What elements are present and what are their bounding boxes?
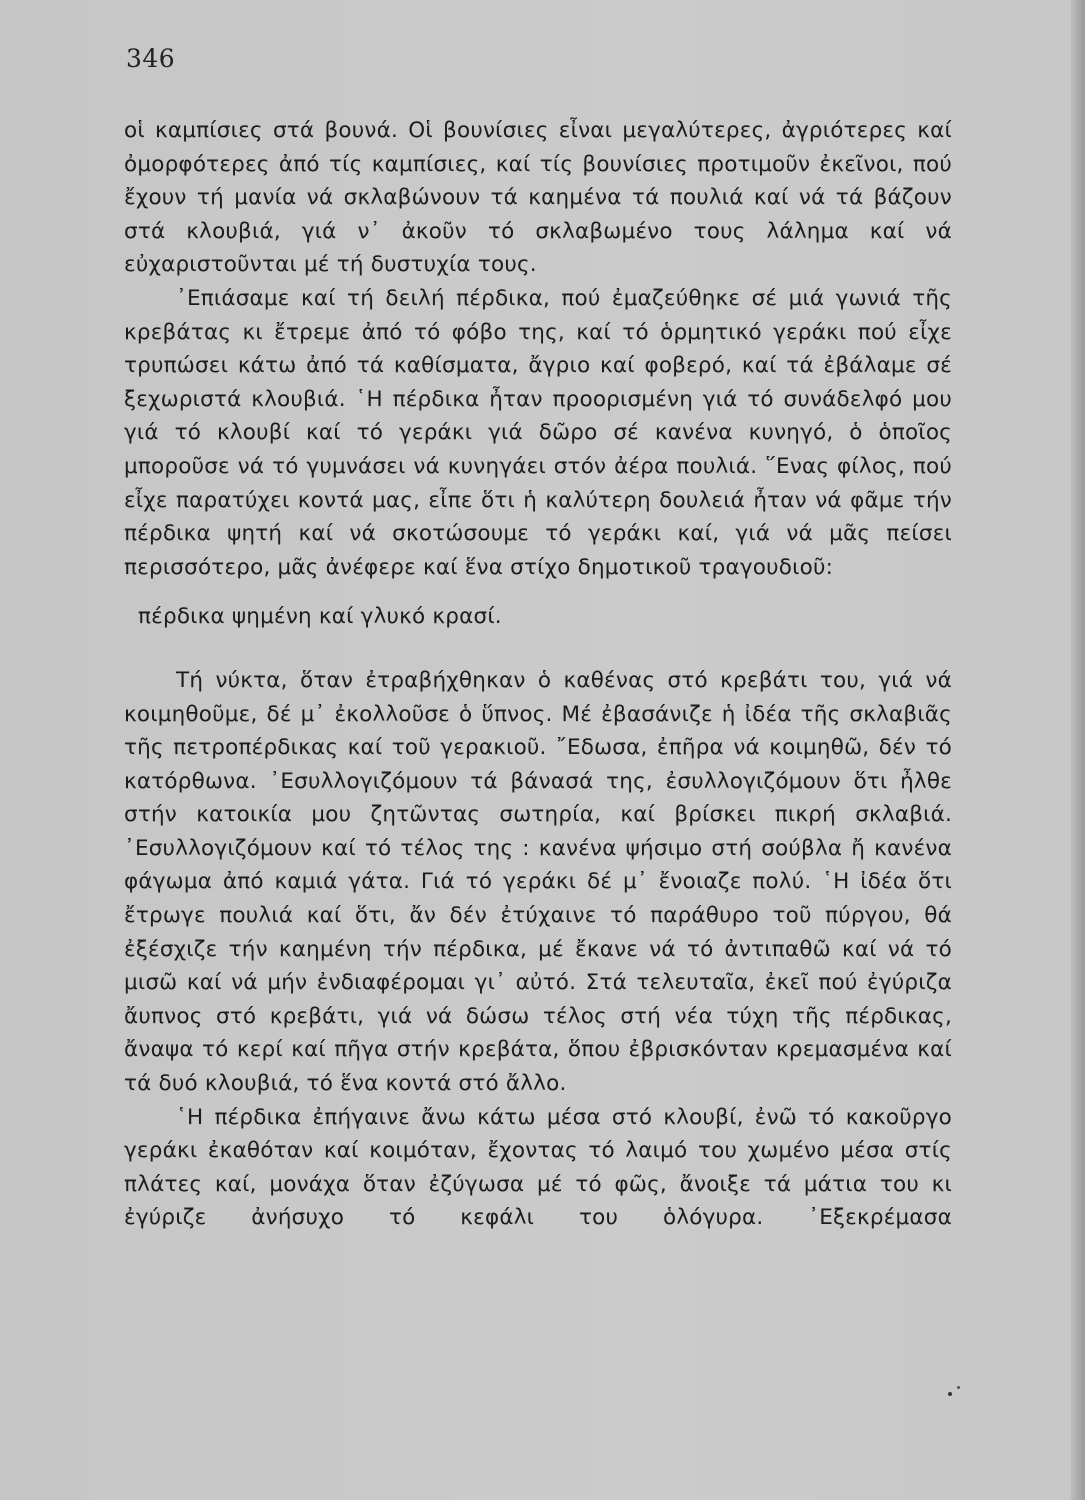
ink-speck xyxy=(957,1386,960,1389)
paragraph-1: οἱ καμπίσιες στά βουνά. Οἱ βουνίσιες εἶναι μεγαλύτερες, ἀγριότερες καί ὀμορφότερες ἀπό τίς καμπίσιες, καί τίς βουνίσιες προτιμοῦν ἐκεῖνοι, πού ἔχουν τή μανία νά σκλαβώνουν τά καημένα τά πουλιά καί νά τά βάζουν στά κλουβιά, γιά ν᾽ ἀκοῦν τό σκλαβωμένο τους λάλημα καί νά εὐχαριστοῦνται μέ τή δυστυχία τους. xyxy=(124,118,952,278)
verse-line: πέρδικα ψημένη καί γλυκό κρασί. xyxy=(138,604,502,630)
ink-speck xyxy=(948,1392,952,1396)
paragraph-3: Τή νύκτα, ὅταν ἐτραβήχθηκαν ὁ καθένας στό κρεβάτι του, γιά νά κοιμηθοῦμε, δέ μ᾽ ἐκολλοῦσε ὁ ὕπνος. Μέ ἐβασάνιζε ἡ ἰδέα τῆς σκλαβιᾶς τῆς πετροπέρδικας καί τοῦ γερακιοῦ. ῎Εδωσα, ἐπῆρα νά κοιμηθῶ, δέν τό κατόρθωνα. ᾽Εσυλλογιζόμουν τά βάνασά της, ἐσυλλογιζόμουν ὅτι ἦλθε στήν κατοικία μου ζητῶντας σωτηρία, καί βρίσκει πικρή σκλαβιά. ᾽Εσυλλογιζόμουν καί τό τέλος της : κανένα ψήσιμο στή σούβλα ἤ κανένα φάγωμα ἀπό καμιά γάτα. Γιά τό γεράκι δέ μ᾽ ἔνοιαζε πολύ. ῾Η ἰδέα ὅτι ἔτρωγε πουλιά καί ὅτι, ἄν δέν ἐτύχαινε τό παράθυρο τοῦ πύργου, θά ἐξέσχιζε τήν καημένη τήν πέρδικα, μέ ἔκανε νά τό ἀντιπαθῶ καί νά τό μισῶ καί νά μήν ἐνδιαφέρομαι γι᾽ αὐτό. Στά τελευταῖα, ἐκεῖ πού ἐγύριζα ἄυπνος στό κρεβάτι, γιά νά δώσω τέλος στή νέα τύχη τῆς πέρδικας, ἄναψα τό κερί καί πῆγα στήν κρεβάτα, ὅπου ἐβρισκόνταν κρεμασμένα καί τά δυό κλουβιά, τό ἕνα κοντά στό ἄλλο. xyxy=(124,667,952,1097)
spacer xyxy=(124,634,952,664)
paragraph-4: ῾Η πέρδικα ἐπήγαινε ἄνω κάτω μέσα στό κλουβί, ἐνῶ τό κακοῦργο γεράκι ἐκαθόταν καί κοιμόταν, ἔχοντας τό λαιμό του χωμένο μέσα στίς πλάτες καί, μονάχα ὅταν ἐζύγωσα μέ τό φῶς, ἄνοιξε τά μάτια του κι ἐγύριζε ἀνήσυχο τό κεφάλι του ὁλόγυρα. ᾽Εξεκρέμασα xyxy=(124,1104,952,1231)
page-number: 346 xyxy=(126,44,176,73)
page-edge-shadow xyxy=(1071,0,1085,1500)
spacer xyxy=(124,584,952,600)
paragraph-2: ᾽Επιάσαμε καί τή δειλή πέρδικα, πού ἐμαζεύθηκε σέ μιά γωνιά τῆς κρεβάτας κι ἔτρεμε ἀπό τό φόβο της, καί τό ὁρμητικό γεράκι πού εἶχε τρυπώσει κάτω ἀπό τά καθίσματα, ἄγριο καί φοβερό, καί τά ἐβάλαμε σέ ξεχωριστά κλουβιά. ῾Η πέρδικα ἦταν προορισμένη γιά τό συνάδελφό μου γιά τό κλουβί καί τό γεράκι γιά δῶρο σέ κανένα κυνηγό, ὁ ὁποῖος μποροῦσε νά τό γυμνάσει νά κυνηγάει στόν ἀέρα πουλιά. ῞Ενας φίλος, πού εἶχε παρατύχει κοντά μας, εἶπε ὅτι ἡ καλύτερη δουλειά ἦταν νά φᾶμε τήν πέρδικα ψητή καί νά σκοτώσουμε τό γεράκι καί, γιά νά μᾶς πείσει περισσότερο, μᾶς ἀνέφερε καί ἕνα στίχο δημοτικοῦ τραγουδιοῦ: xyxy=(124,285,952,580)
body-text xyxy=(124,114,952,1235)
